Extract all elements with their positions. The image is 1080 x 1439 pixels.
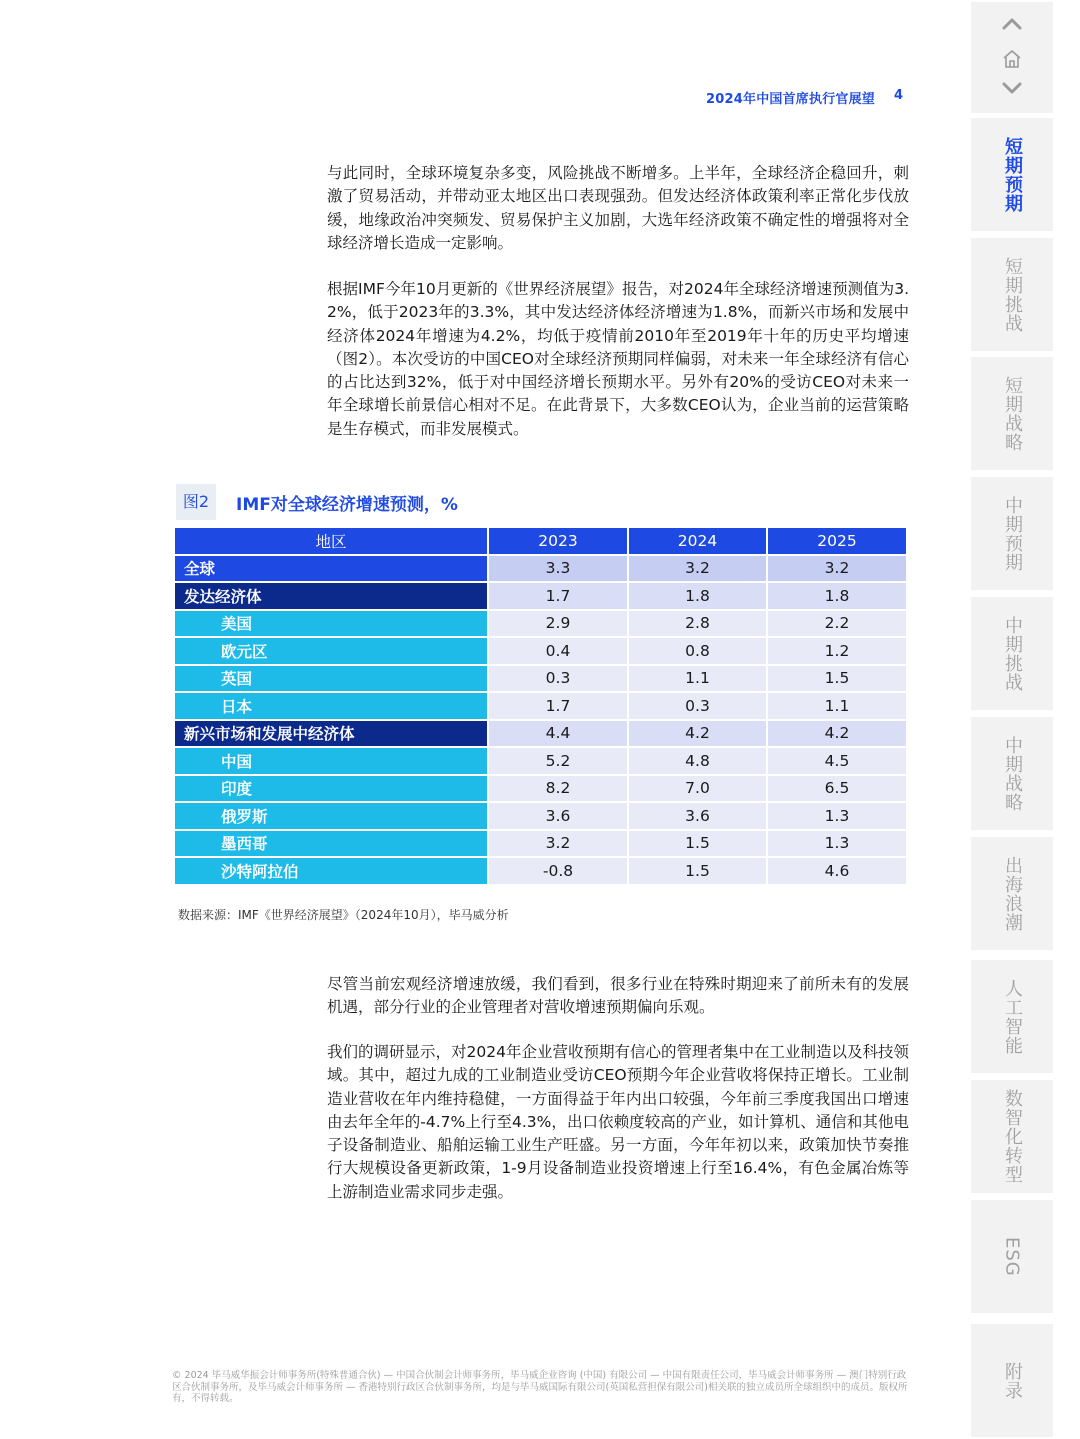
nav-tab-digital-transformation[interactable] xyxy=(971,1080,1053,1193)
table-row xyxy=(175,775,907,803)
figure-number: 图2 xyxy=(176,484,216,520)
nav-tab-short-term-challenges[interactable] xyxy=(971,238,1053,351)
chevron-up-icon[interactable] xyxy=(971,16,1053,36)
copyright-footer: © 2024 毕马威华振会计师事务所(特殊普通合伙) — 中国合伙制会计师事务所，毕马威企业咨询 (中国) 有限公司 — 中国有限责任公司，毕马威会计师事务所 — 澳门特别行政区合伙制事务所，及毕马威会计师事务所 — 香港特别行政区合伙制事务所，均是与毕马威国际有限公司(英国私营担保有限公司)相关联的独立成员所全球组织中的成员。版权所有，不得转载。 xyxy=(172,1370,908,1404)
value-cell-2025: 1.5 xyxy=(767,665,907,693)
nav-controls xyxy=(971,2,1053,113)
table-row xyxy=(175,555,907,583)
home-icon[interactable] xyxy=(971,48,1053,74)
nav-tab-label: 中期预期 xyxy=(1002,495,1023,572)
value-cell-2025: 4.5 xyxy=(767,747,907,775)
table-body xyxy=(175,555,907,885)
nav-tab-label: 附录 xyxy=(1002,1361,1023,1400)
value-cell-2025: 4.6 xyxy=(767,857,907,885)
region-cell: 欧元区 xyxy=(175,637,488,665)
table-row xyxy=(175,692,907,720)
figure-title: IMF对全球经济增速预测，% xyxy=(236,495,458,515)
region-cell: 新兴市场和发展中经济体 xyxy=(175,720,488,748)
value-cell-2025: 1.3 xyxy=(767,830,907,858)
nav-tab-label: 中期挑战 xyxy=(1002,615,1023,692)
region-cell: 美国 xyxy=(175,610,488,638)
table-row xyxy=(175,830,907,858)
column-header-2023: 2023 xyxy=(488,528,628,555)
paragraph-global-environment: 与此同时，全球环境复杂多变，风险挑战不断增多。上半年，全球经济企稳回升，刺激了贸易活动，并带动亚太地区出口表现强劲。但发达经济体政策利率正常化步伐放缓，地缘政治冲突频发、贸易保护主义加剧，大选年经济政策不确定性的增强将对全球经济增长造成一定影响。 xyxy=(327,164,909,252)
region-cell: 中国 xyxy=(175,747,488,775)
nav-tab-appendix[interactable] xyxy=(971,1324,1053,1437)
nav-tab-short-term-expectations[interactable] xyxy=(971,118,1053,231)
region-cell: 全球 xyxy=(175,555,488,583)
table-row xyxy=(175,610,907,638)
value-cell-2023: 4.4 xyxy=(488,720,628,748)
region-cell: 日本 xyxy=(175,692,488,720)
value-cell-2024: 3.2 xyxy=(628,555,767,583)
value-cell-2023: 3.2 xyxy=(488,830,628,858)
value-cell-2024: 7.0 xyxy=(628,775,767,803)
table-row xyxy=(175,637,907,665)
value-cell-2024: 3.6 xyxy=(628,802,767,830)
nav-tab-esg[interactable] xyxy=(971,1200,1053,1313)
value-cell-2024: 1.5 xyxy=(628,830,767,858)
value-cell-2024: 1.1 xyxy=(628,665,767,693)
header-title: 2024年中国首席执行官展望 xyxy=(706,92,875,107)
chevron-down-icon[interactable] xyxy=(971,80,1053,100)
nav-tab-label: 短期挑战 xyxy=(1002,256,1023,333)
paragraph-survey-findings: 我们的调研显示，对2024年企业营收预期有信心的管理者集中在工业制造以及科技领域。其中，超过九成的工业制造业受访CEO预期今年企业营收将保持正增长。工业制造业营收在年内维持稳健，一方面得益于年内出口较强，今年前三季度我国出口增速由去年全年的-4.7%上行至4.3%，出口依赖度较高的产业，如计算机、通信和其他电子设备制造业、船舶运输工业生产旺盛。另一方面，今年年初以来，政策加快节奏推行大规模设备更新政策，1-9月设备制造业投资增速上行至16.4%，有色金属冶炼等上游制造业需求同步走强。 xyxy=(327,1043,909,1201)
region-cell: 墨西哥 xyxy=(175,830,488,858)
value-cell-2023: 3.6 xyxy=(488,802,628,830)
value-cell-2023: 3.3 xyxy=(488,555,628,583)
nav-tab-short-term-strategy[interactable] xyxy=(971,357,1053,470)
region-cell: 发达经济体 xyxy=(175,582,488,610)
value-cell-2023: 2.9 xyxy=(488,610,628,638)
nav-tab-label: 中期战略 xyxy=(1002,735,1023,812)
page-number: 4 xyxy=(894,88,904,103)
value-cell-2025: 2.2 xyxy=(767,610,907,638)
figure-source: 数据来源：IMF《世界经济展望》（2024年10月），毕马威分析 xyxy=(178,908,509,922)
paragraph-industry-opportunity: 尽管当前宏观经济增速放缓，我们看到，很多行业在特殊时期迎来了前所未有的发展机遇，部分行业的企业管理者对营收增速预期偏向乐观。 xyxy=(327,975,909,1017)
value-cell-2024: 1.8 xyxy=(628,582,767,610)
nav-tab-label: 人工智能 xyxy=(1002,978,1023,1055)
value-cell-2024: 0.8 xyxy=(628,637,767,665)
value-cell-2023: 0.3 xyxy=(488,665,628,693)
table-row xyxy=(175,747,907,775)
nav-tab-label: 短期预期 xyxy=(1002,136,1023,213)
column-header-2025: 2025 xyxy=(767,528,907,555)
column-header-2024: 2024 xyxy=(628,528,767,555)
region-cell: 俄罗斯 xyxy=(175,802,488,830)
value-cell-2025: 6.5 xyxy=(767,775,907,803)
table-row xyxy=(175,857,907,885)
imf-growth-table xyxy=(175,528,908,886)
value-cell-2025: 1.8 xyxy=(767,582,907,610)
value-cell-2024: 4.8 xyxy=(628,747,767,775)
value-cell-2024: 1.5 xyxy=(628,857,767,885)
nav-tab-mid-term-challenges[interactable] xyxy=(971,597,1053,710)
table-row xyxy=(175,802,907,830)
nav-tab-going-global[interactable] xyxy=(971,837,1053,950)
table-row xyxy=(175,582,907,610)
nav-tab-label: 短期战略 xyxy=(1002,375,1023,452)
value-cell-2023: 8.2 xyxy=(488,775,628,803)
value-cell-2025: 3.2 xyxy=(767,555,907,583)
value-cell-2024: 0.3 xyxy=(628,692,767,720)
value-cell-2023: 5.2 xyxy=(488,747,628,775)
region-cell: 印度 xyxy=(175,775,488,803)
column-header-region: 地区 xyxy=(175,528,488,555)
value-cell-2023: 0.4 xyxy=(488,637,628,665)
table-row xyxy=(175,720,907,748)
nav-tab-label: 数智化转型 xyxy=(1002,1089,1023,1184)
region-cell: 英国 xyxy=(175,665,488,693)
nav-tab-mid-term-strategy[interactable] xyxy=(971,717,1053,830)
value-cell-2023: 1.7 xyxy=(488,582,628,610)
value-cell-2025: 1.2 xyxy=(767,637,907,665)
value-cell-2025: 1.1 xyxy=(767,692,907,720)
nav-tab-label: 出海浪潮 xyxy=(1002,855,1023,932)
value-cell-2023: 1.7 xyxy=(488,692,628,720)
table-header-row xyxy=(175,528,907,555)
value-cell-2025: 4.2 xyxy=(767,720,907,748)
nav-tab-label: ESG xyxy=(1001,1236,1023,1277)
value-cell-2024: 2.8 xyxy=(628,610,767,638)
paragraph-imf-forecast: 根据IMF今年10月更新的《世界经济展望》报告，对2024年全球经济增速预测值为3.2%，低于2023年的3.3%，其中发达经济体经济增速为1.8%，而新兴市场和发展中经济体2024年增速为4.2%，均低于疫情前2010年至2019年十年的历史平均增速（图2）。本次受访的中国CEO对全球经济预期同样偏弱，对未来一年全球经济有信心的占比达到32%，低于对中国经济增长预期水平。另外有20%的受访CEO对未来一年全球增长前景信心相对不足。在此背景下，大多数CEO认为，企业当前的运营策略是生存模式，而非发展模式。 xyxy=(327,280,909,438)
value-cell-2024: 4.2 xyxy=(628,720,767,748)
nav-tab-mid-term-expectations[interactable] xyxy=(971,477,1053,590)
nav-tab-ai[interactable] xyxy=(971,960,1053,1073)
table-row xyxy=(175,665,907,693)
value-cell-2023: -0.8 xyxy=(488,857,628,885)
value-cell-2025: 1.3 xyxy=(767,802,907,830)
region-cell: 沙特阿拉伯 xyxy=(175,857,488,885)
